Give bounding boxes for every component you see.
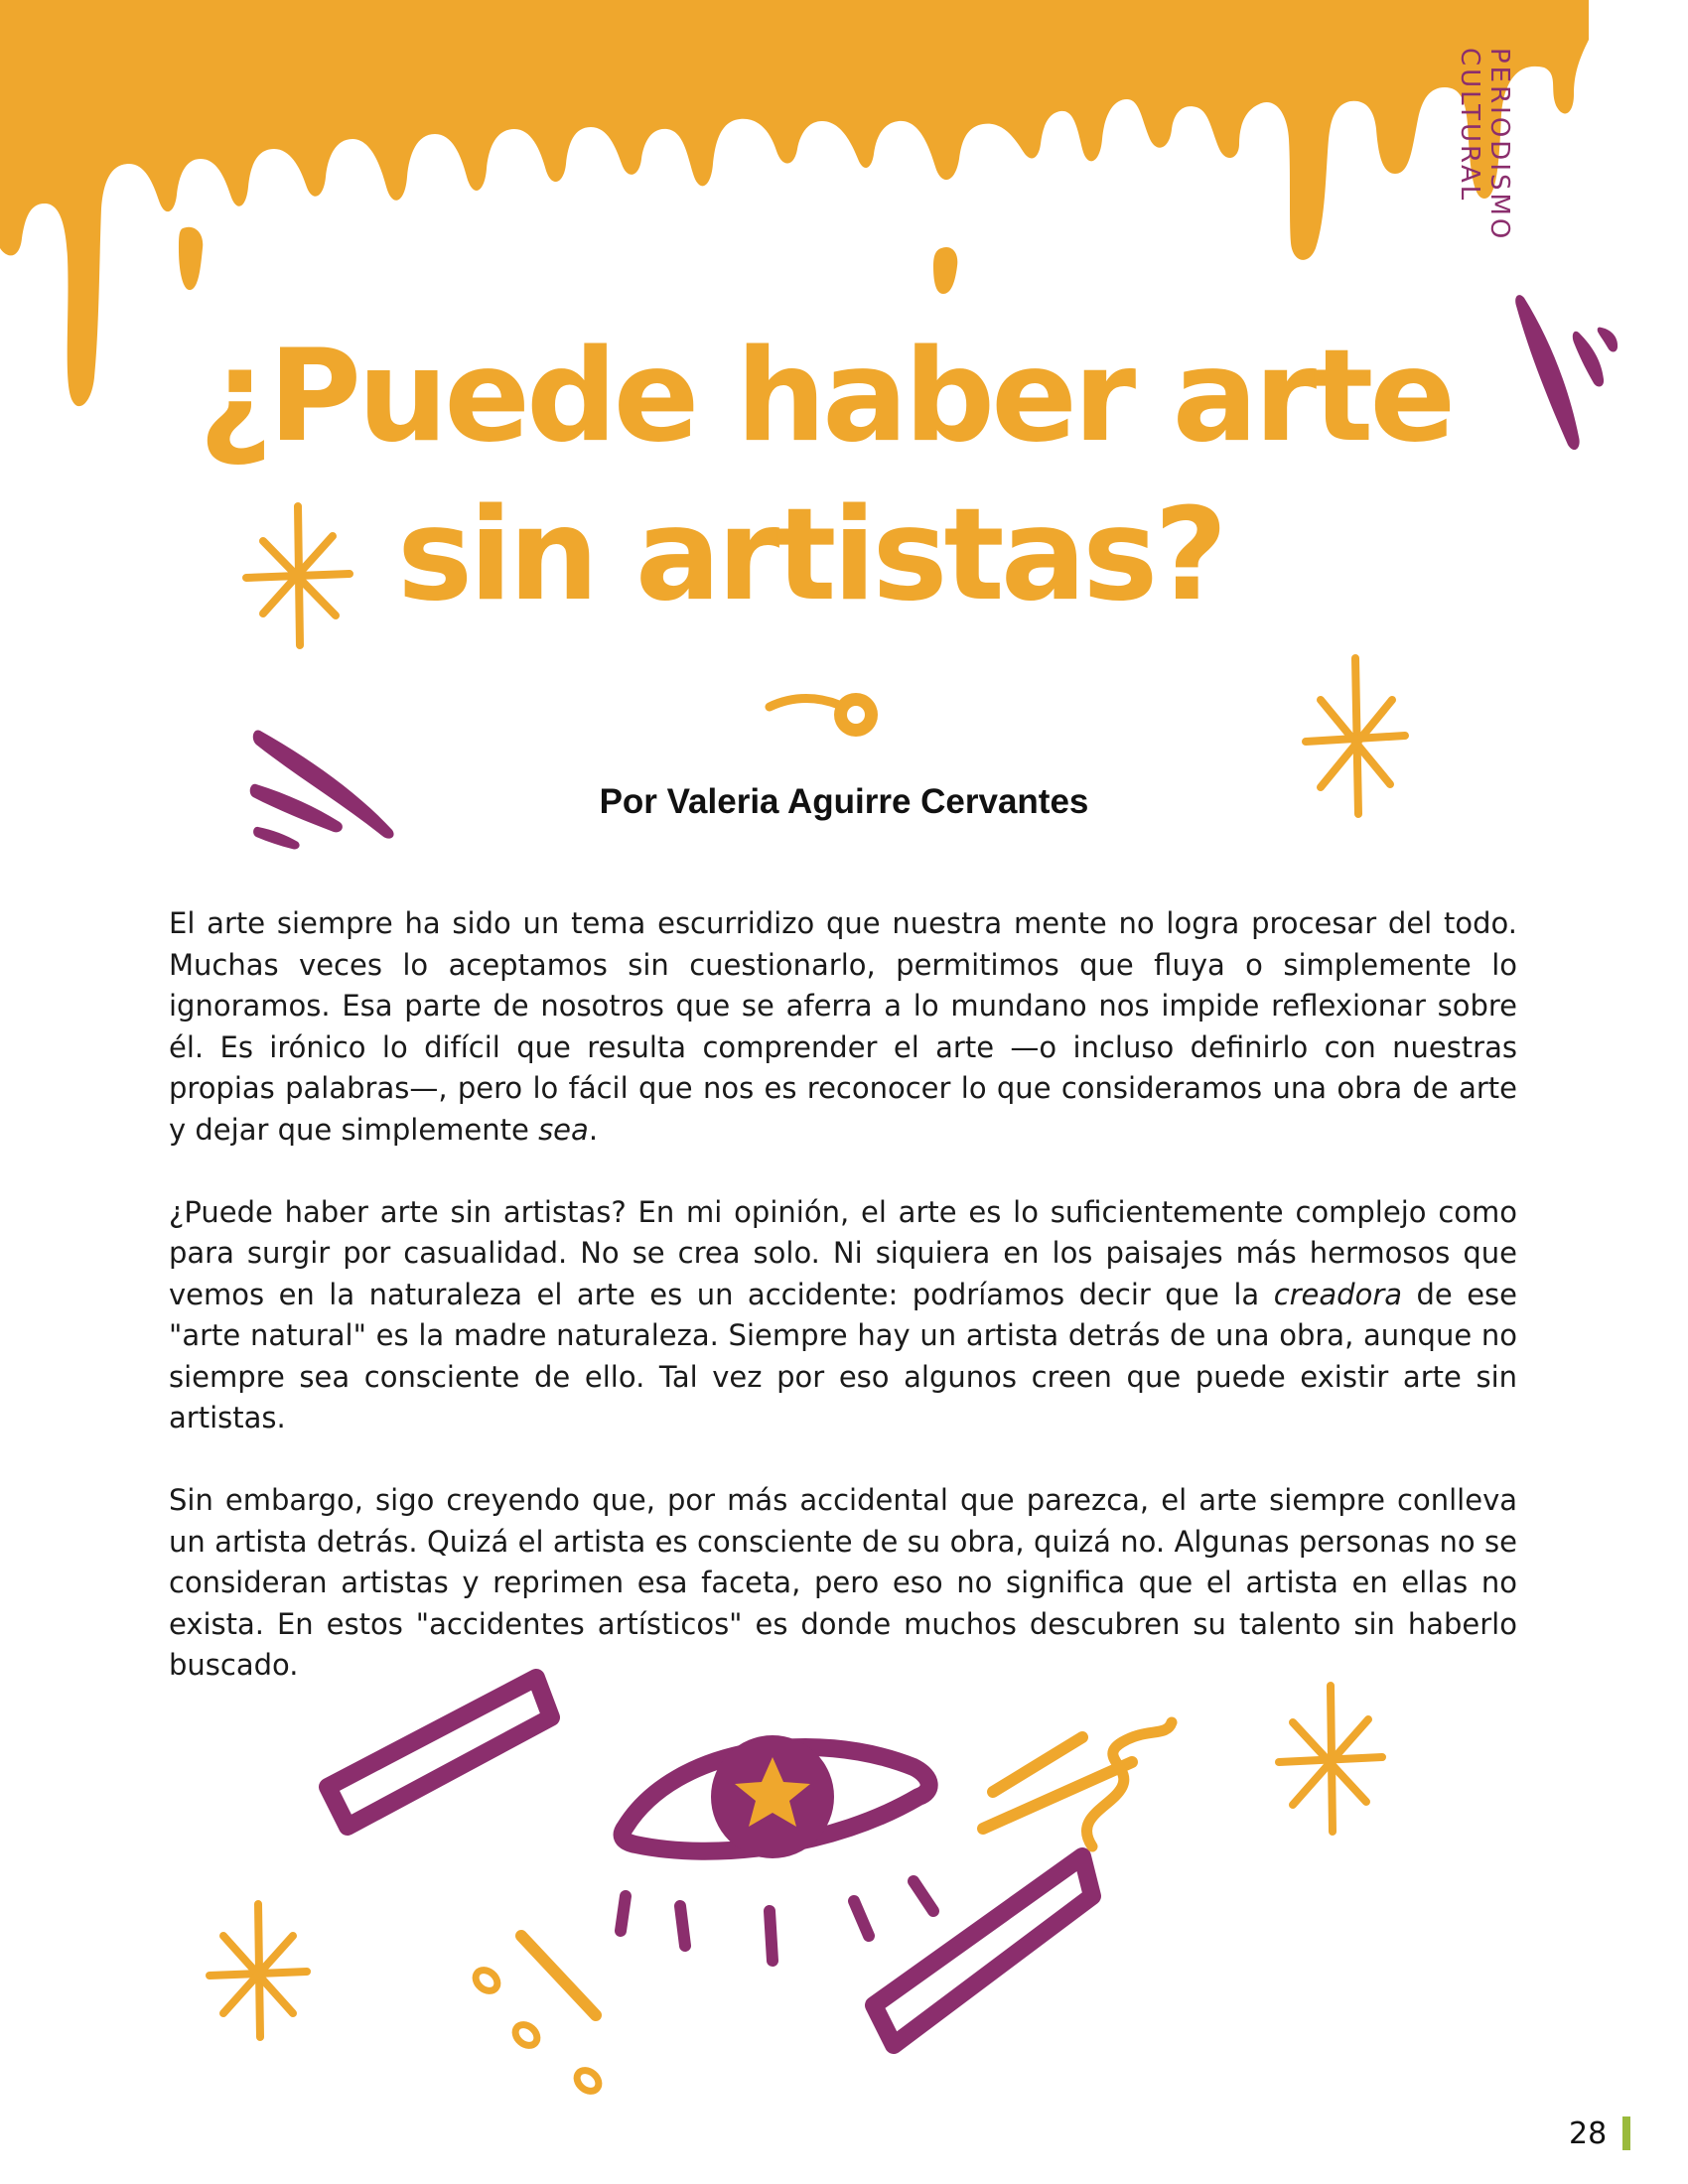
bubble-dots-icon — [472, 1966, 603, 2095]
sparkle-icon — [238, 496, 357, 655]
slash-marks-icon — [1504, 288, 1623, 457]
section-label — [1455, 48, 1514, 266]
paragraph — [169, 1192, 1517, 1439]
emphasis: sea — [538, 1112, 589, 1147]
section-label-line1: PERIODISMO — [1484, 48, 1514, 242]
article-body — [169, 903, 1517, 1727]
eye-illustration — [199, 1648, 1430, 2105]
eye-icon — [621, 1735, 933, 1961]
emphasis: creadora — [1273, 1277, 1403, 1311]
swirl-dot-icon — [765, 685, 894, 754]
paragraph-text: de ese "arte natural" es la madre naturaleza. Siempre hay un artista detrás de una obra, aunque no siempre sea consciente de ello. Tal vez por eso algunos creen que puede existir arte sin artistas. — [169, 1277, 1518, 1434]
page-number-marker — [1622, 2116, 1630, 2150]
squiggle-icon — [1086, 1722, 1172, 1846]
paragraph-text: El arte siempre ha sido un tema escurridizo que nuestra mente no logra procesar del todo. Muchas veces lo aceptamos sin cuestionarlo, permitimos que fluya o simplemente lo ignoramos. Esa parte de nosotros que se aferra a lo mundano nos impide reflexionar sobre él. Es irónico lo difícil que resulta comprender el arte —o incluso definirlo con nuestras propias palabras—, pero lo fácil que nos es reconocer lo que consideramos una obra de arte y dejar que simplemente — [169, 906, 1517, 1147]
sparkle-icon — [204, 1896, 313, 2045]
article-title — [199, 318, 1509, 635]
bar-shape-icon — [874, 1856, 1092, 2045]
paragraph-text: Sin embargo, sigo creyendo que, por más accidental que parezca, el arte siempre conlleva un artista detrás. Quizá el artista es consciente de su obra, quizá no. Algunas personas no se consideran artistas y reprimen esa faceta, pero eso no significa que el artista en ellas no exista. En estos "accidentes artísticos" es donde muchos descubren su talento sin haberlo buscado. — [169, 1483, 1517, 1682]
paragraph — [169, 903, 1517, 1151]
bar-shape-icon — [328, 1678, 551, 1827]
byline: Por Valeria Aguirre Cervantes — [599, 782, 1089, 821]
paragraph-text: ¿Puede haber arte sin artistas? En mi opinión, el arte es lo suficientemente complejo como para surgir por casualidad. No se crea solo. Ni siquiera en los paisajes más hermosos que vemos en la naturaleza el arte es un accidente: podríamos decir que la — [169, 1194, 1517, 1311]
sparkle-icon — [1271, 1678, 1390, 1842]
page-number: 28 — [1569, 2116, 1608, 2151]
paragraph-text: . — [588, 1112, 599, 1147]
title-line-1: ¿Puede haber arte — [199, 323, 1453, 471]
title-line-2: sin artistas? — [397, 481, 1224, 629]
dash-marks-icon — [521, 1936, 596, 2015]
section-label-line2: CULTURAL — [1455, 48, 1484, 204]
